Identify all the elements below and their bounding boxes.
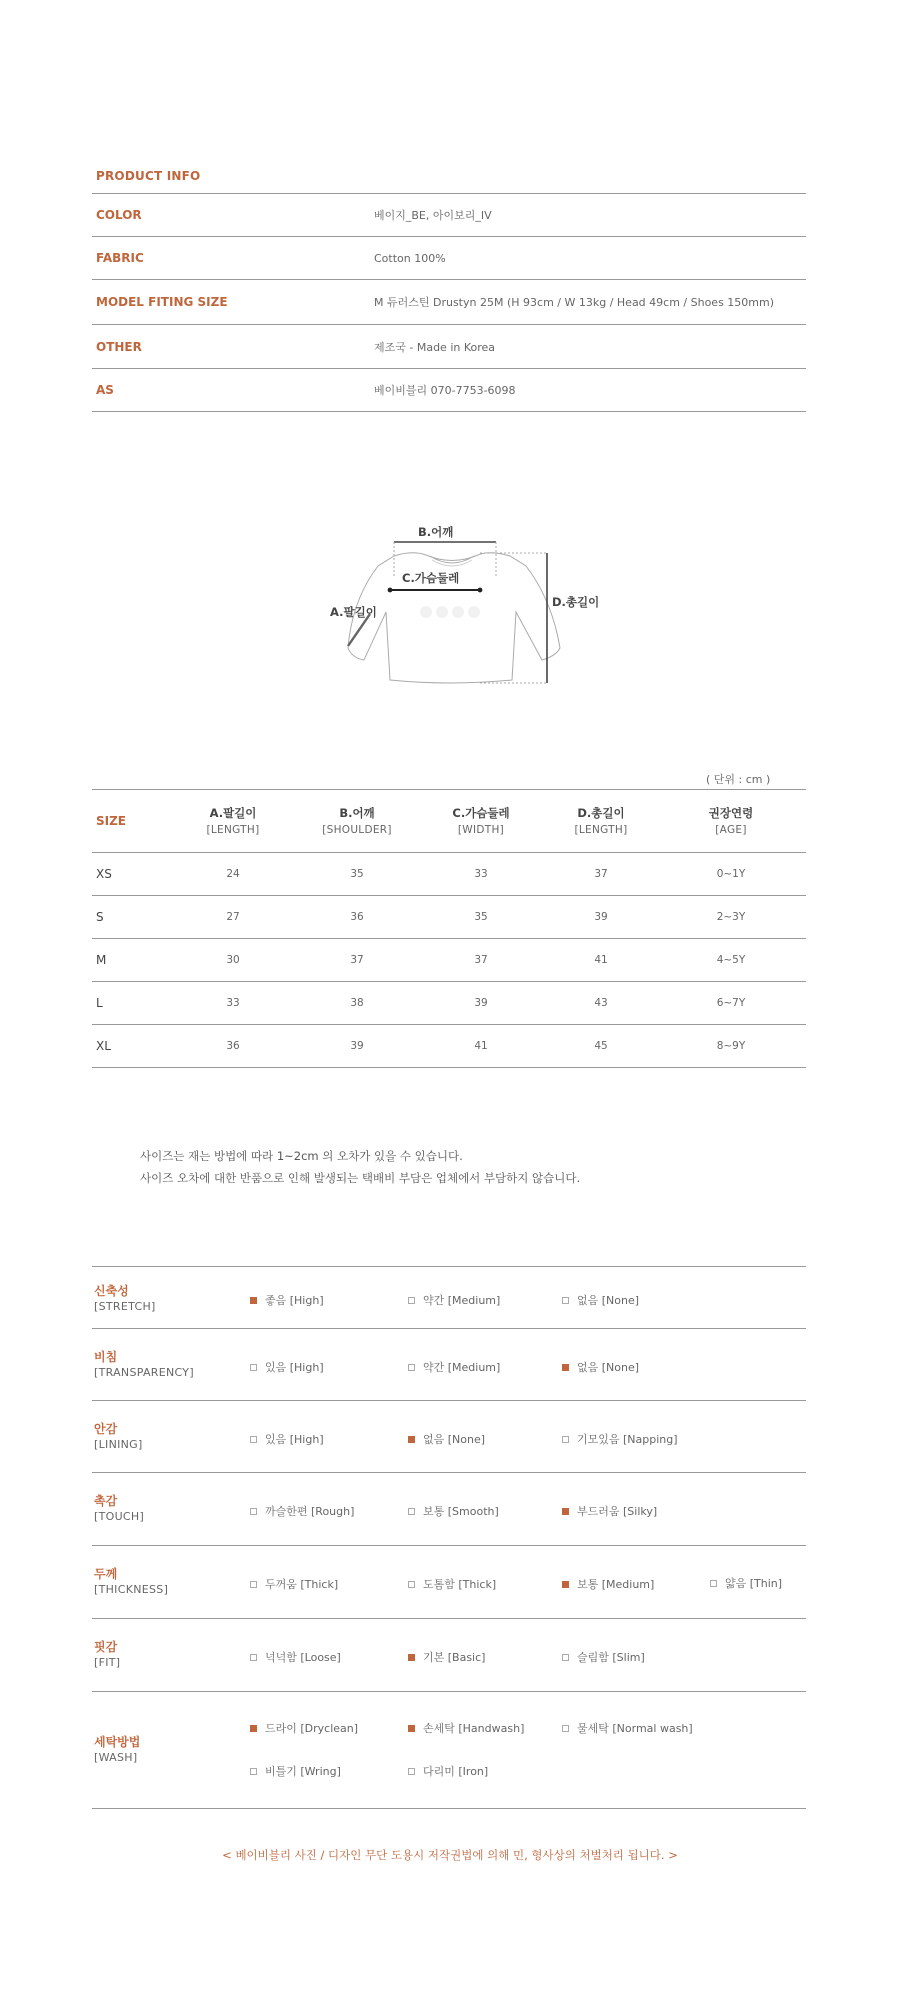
option-item: 없음 [None] bbox=[408, 1431, 485, 1447]
property-name-en: [THICKNESS] bbox=[94, 1583, 169, 1596]
option-item: 부드러움 [Silky] bbox=[562, 1503, 657, 1519]
table-row bbox=[92, 939, 806, 982]
note-line: 사이즈는 재는 방법에 따라 1~2cm 의 오차가 있을 수 있습니다. bbox=[140, 1149, 463, 1163]
option-item: 손세탁 [Handwash] bbox=[408, 1720, 524, 1736]
value-cell: 38 bbox=[350, 997, 364, 1009]
checkbox-icon bbox=[250, 1654, 257, 1661]
option-item: 약간 [Medium] bbox=[408, 1292, 500, 1308]
size-cell: L bbox=[96, 996, 103, 1010]
property-row-lining bbox=[92, 1401, 806, 1473]
label-length: D.총길이 bbox=[552, 595, 600, 609]
size-cell: XS bbox=[96, 867, 112, 881]
property-row-stretch bbox=[92, 1267, 806, 1329]
checked-box-icon bbox=[408, 1436, 415, 1443]
property-row-wash bbox=[92, 1692, 806, 1809]
value-cell: 30 bbox=[226, 954, 240, 966]
option-item: 좋음 [High] bbox=[250, 1292, 324, 1308]
info-value: M 듀러스틴 Drustyn 25M (H 93cm / W 13kg / Head 49cm / Shoes 150mm) bbox=[374, 296, 775, 309]
checkbox-icon bbox=[250, 1768, 257, 1775]
checked-box-icon bbox=[250, 1725, 257, 1732]
property-row-thickness bbox=[92, 1546, 806, 1619]
property-name: 촉감 bbox=[94, 1494, 118, 1508]
info-key: COLOR bbox=[96, 208, 142, 222]
info-value: Cotton 100% bbox=[374, 251, 446, 265]
option-item: 없음 [None] bbox=[562, 1359, 639, 1375]
unit-label: ( 단위 : cm ) bbox=[706, 773, 771, 786]
checkbox-icon bbox=[562, 1654, 569, 1661]
option-item: 기본 [Basic] bbox=[408, 1649, 485, 1665]
checkbox-icon bbox=[562, 1725, 569, 1732]
table-row bbox=[92, 896, 806, 939]
checkbox-icon bbox=[250, 1581, 257, 1588]
option-item: 도톰함 [Thick] bbox=[408, 1576, 496, 1592]
size-cell: M bbox=[96, 953, 107, 967]
value-cell: 43 bbox=[594, 997, 608, 1009]
option-item: 넉넉함 [Loose] bbox=[250, 1649, 341, 1665]
size-cell: XL bbox=[96, 1039, 111, 1053]
option-item: 보통 [Medium] bbox=[562, 1576, 654, 1592]
checkbox-icon bbox=[562, 1297, 569, 1304]
option-item: 얇음 [Thin] bbox=[710, 1575, 782, 1591]
info-row-color bbox=[92, 194, 806, 237]
property-row-touch bbox=[92, 1473, 806, 1546]
copyright-notice: < 베이비블리 사진 / 디자인 무단 도용시 저작권법에 의해 민, 형사상의 처벌처리 됩니다. > bbox=[222, 1848, 678, 1862]
value-cell: 37 bbox=[350, 954, 364, 966]
value-cell: 39 bbox=[350, 1040, 364, 1052]
info-key: MODEL FITING SIZE bbox=[96, 295, 228, 309]
size-notes bbox=[140, 1145, 580, 1189]
checkbox-icon bbox=[250, 1364, 257, 1371]
age-cell: 4~5Y bbox=[716, 954, 746, 966]
property-name: 두께 bbox=[94, 1567, 118, 1581]
option-item: 까슬한편 [Rough] bbox=[250, 1503, 354, 1519]
size-column-label: SIZE bbox=[96, 814, 127, 828]
header-a: A.팔길이 [LENGTH] bbox=[206, 806, 260, 836]
value-cell: 33 bbox=[226, 997, 240, 1009]
value-cell: 37 bbox=[474, 954, 488, 966]
property-name: 비침 bbox=[94, 1350, 118, 1364]
header-b: B.어깨 [SHOULDER] bbox=[322, 806, 392, 836]
table-row bbox=[92, 853, 806, 896]
option-item: 드라이 [Dryclean] bbox=[250, 1720, 358, 1736]
value-cell: 24 bbox=[226, 868, 240, 880]
info-value: 베이비블리 070-7753-6098 bbox=[374, 384, 516, 397]
info-row-model-size bbox=[92, 280, 806, 325]
checked-box-icon bbox=[562, 1364, 569, 1371]
checkbox-icon bbox=[408, 1508, 415, 1515]
value-cell: 35 bbox=[350, 868, 364, 880]
checkbox-icon bbox=[408, 1768, 415, 1775]
property-row-transparency bbox=[92, 1329, 806, 1401]
checkbox-icon bbox=[562, 1436, 569, 1443]
age-cell: 6~7Y bbox=[716, 997, 746, 1009]
age-cell: 0~1Y bbox=[716, 868, 746, 880]
checked-box-icon bbox=[562, 1508, 569, 1515]
value-cell: 33 bbox=[474, 868, 488, 880]
checked-box-icon bbox=[408, 1725, 415, 1732]
value-cell: 27 bbox=[226, 911, 240, 923]
option-item: 다리미 [Iron] bbox=[408, 1763, 488, 1779]
label-sleeve: A.팔길이 bbox=[330, 605, 377, 619]
value-cell: 36 bbox=[226, 1040, 240, 1052]
property-name: 신축성 bbox=[94, 1284, 129, 1298]
size-cell: S bbox=[96, 910, 104, 924]
option-item: 두꺼움 [Thick] bbox=[250, 1576, 338, 1592]
checkbox-icon bbox=[710, 1580, 717, 1587]
header-age: 권장연령 [AGE] bbox=[708, 806, 754, 836]
header-c: C.가슴둘레 [WIDTH] bbox=[452, 806, 510, 836]
property-name-en: [WASH] bbox=[94, 1751, 138, 1764]
option-item: 있음 [High] bbox=[250, 1359, 324, 1375]
property-name-en: [STRETCH] bbox=[94, 1300, 156, 1313]
value-cell: 35 bbox=[474, 911, 488, 923]
option-item: 물세탁 [Normal wash] bbox=[562, 1720, 693, 1736]
checkbox-icon bbox=[408, 1364, 415, 1371]
checkbox-icon bbox=[408, 1581, 415, 1588]
property-row-fit bbox=[92, 1619, 806, 1692]
size-table-header bbox=[92, 790, 806, 853]
checkbox-icon bbox=[250, 1436, 257, 1443]
label-chest: C.가슴둘레 bbox=[402, 571, 460, 585]
value-cell: 37 bbox=[594, 868, 608, 880]
info-value: 베이지_BE, 아이보리_IV bbox=[374, 209, 492, 222]
info-key: FABRIC bbox=[96, 251, 144, 265]
shirt-measurement-illustration bbox=[330, 520, 600, 692]
age-cell: 8~9Y bbox=[716, 1040, 746, 1052]
checkbox-icon bbox=[408, 1297, 415, 1304]
checked-box-icon bbox=[250, 1297, 257, 1304]
table-row bbox=[92, 982, 806, 1025]
value-cell: 39 bbox=[594, 911, 608, 923]
checked-box-icon bbox=[408, 1654, 415, 1661]
age-cell: 2~3Y bbox=[716, 911, 746, 923]
option-item: 비틀기 [Wring] bbox=[250, 1763, 341, 1779]
info-key: OTHER bbox=[96, 339, 142, 354]
info-row-as bbox=[92, 369, 806, 412]
fabric-properties-table bbox=[92, 1266, 806, 1809]
header-d: D.총길이 [LENGTH] bbox=[574, 806, 628, 836]
info-key: AS bbox=[96, 383, 114, 397]
property-name: 핏감 bbox=[94, 1640, 118, 1654]
property-name-en: [TOUCH] bbox=[94, 1510, 145, 1523]
checkbox-icon bbox=[250, 1508, 257, 1515]
table-row bbox=[92, 1025, 806, 1068]
size-diagram bbox=[330, 520, 600, 692]
note-line: 사이즈 오차에 대한 반품으로 인해 발생되는 택배비 부담은 업체에서 부담하지 않습니다. bbox=[140, 1171, 581, 1185]
value-cell: 45 bbox=[594, 1040, 608, 1052]
property-name-en: [TRANSPARENCY] bbox=[94, 1366, 194, 1379]
info-row-fabric bbox=[92, 237, 806, 280]
info-value: 제조국 - Made in Korea bbox=[374, 340, 496, 354]
value-cell: 39 bbox=[474, 997, 488, 1009]
property-name: 세탁방법 bbox=[94, 1735, 141, 1749]
info-row-other bbox=[92, 325, 806, 369]
value-cell: 41 bbox=[474, 1040, 488, 1052]
property-name-en: [FIT] bbox=[94, 1656, 121, 1669]
checked-box-icon bbox=[562, 1581, 569, 1588]
option-item: 슬림함 [Slim] bbox=[562, 1649, 645, 1665]
option-item: 약간 [Medium] bbox=[408, 1359, 500, 1375]
product-info-title: PRODUCT INFO bbox=[92, 155, 806, 194]
option-item: 없음 [None] bbox=[562, 1292, 639, 1308]
value-cell: 36 bbox=[350, 911, 364, 923]
property-name: 안감 bbox=[94, 1422, 118, 1436]
value-cell: 41 bbox=[594, 954, 608, 966]
option-item: 기모있음 [Napping] bbox=[562, 1431, 678, 1447]
label-shoulder: B.어깨 bbox=[418, 525, 454, 539]
option-item: 있음 [High] bbox=[250, 1431, 324, 1447]
product-info-table bbox=[92, 155, 806, 412]
size-table bbox=[92, 789, 806, 1068]
option-item: 보통 [Smooth] bbox=[408, 1503, 499, 1519]
property-name-en: [LINING] bbox=[94, 1438, 143, 1451]
